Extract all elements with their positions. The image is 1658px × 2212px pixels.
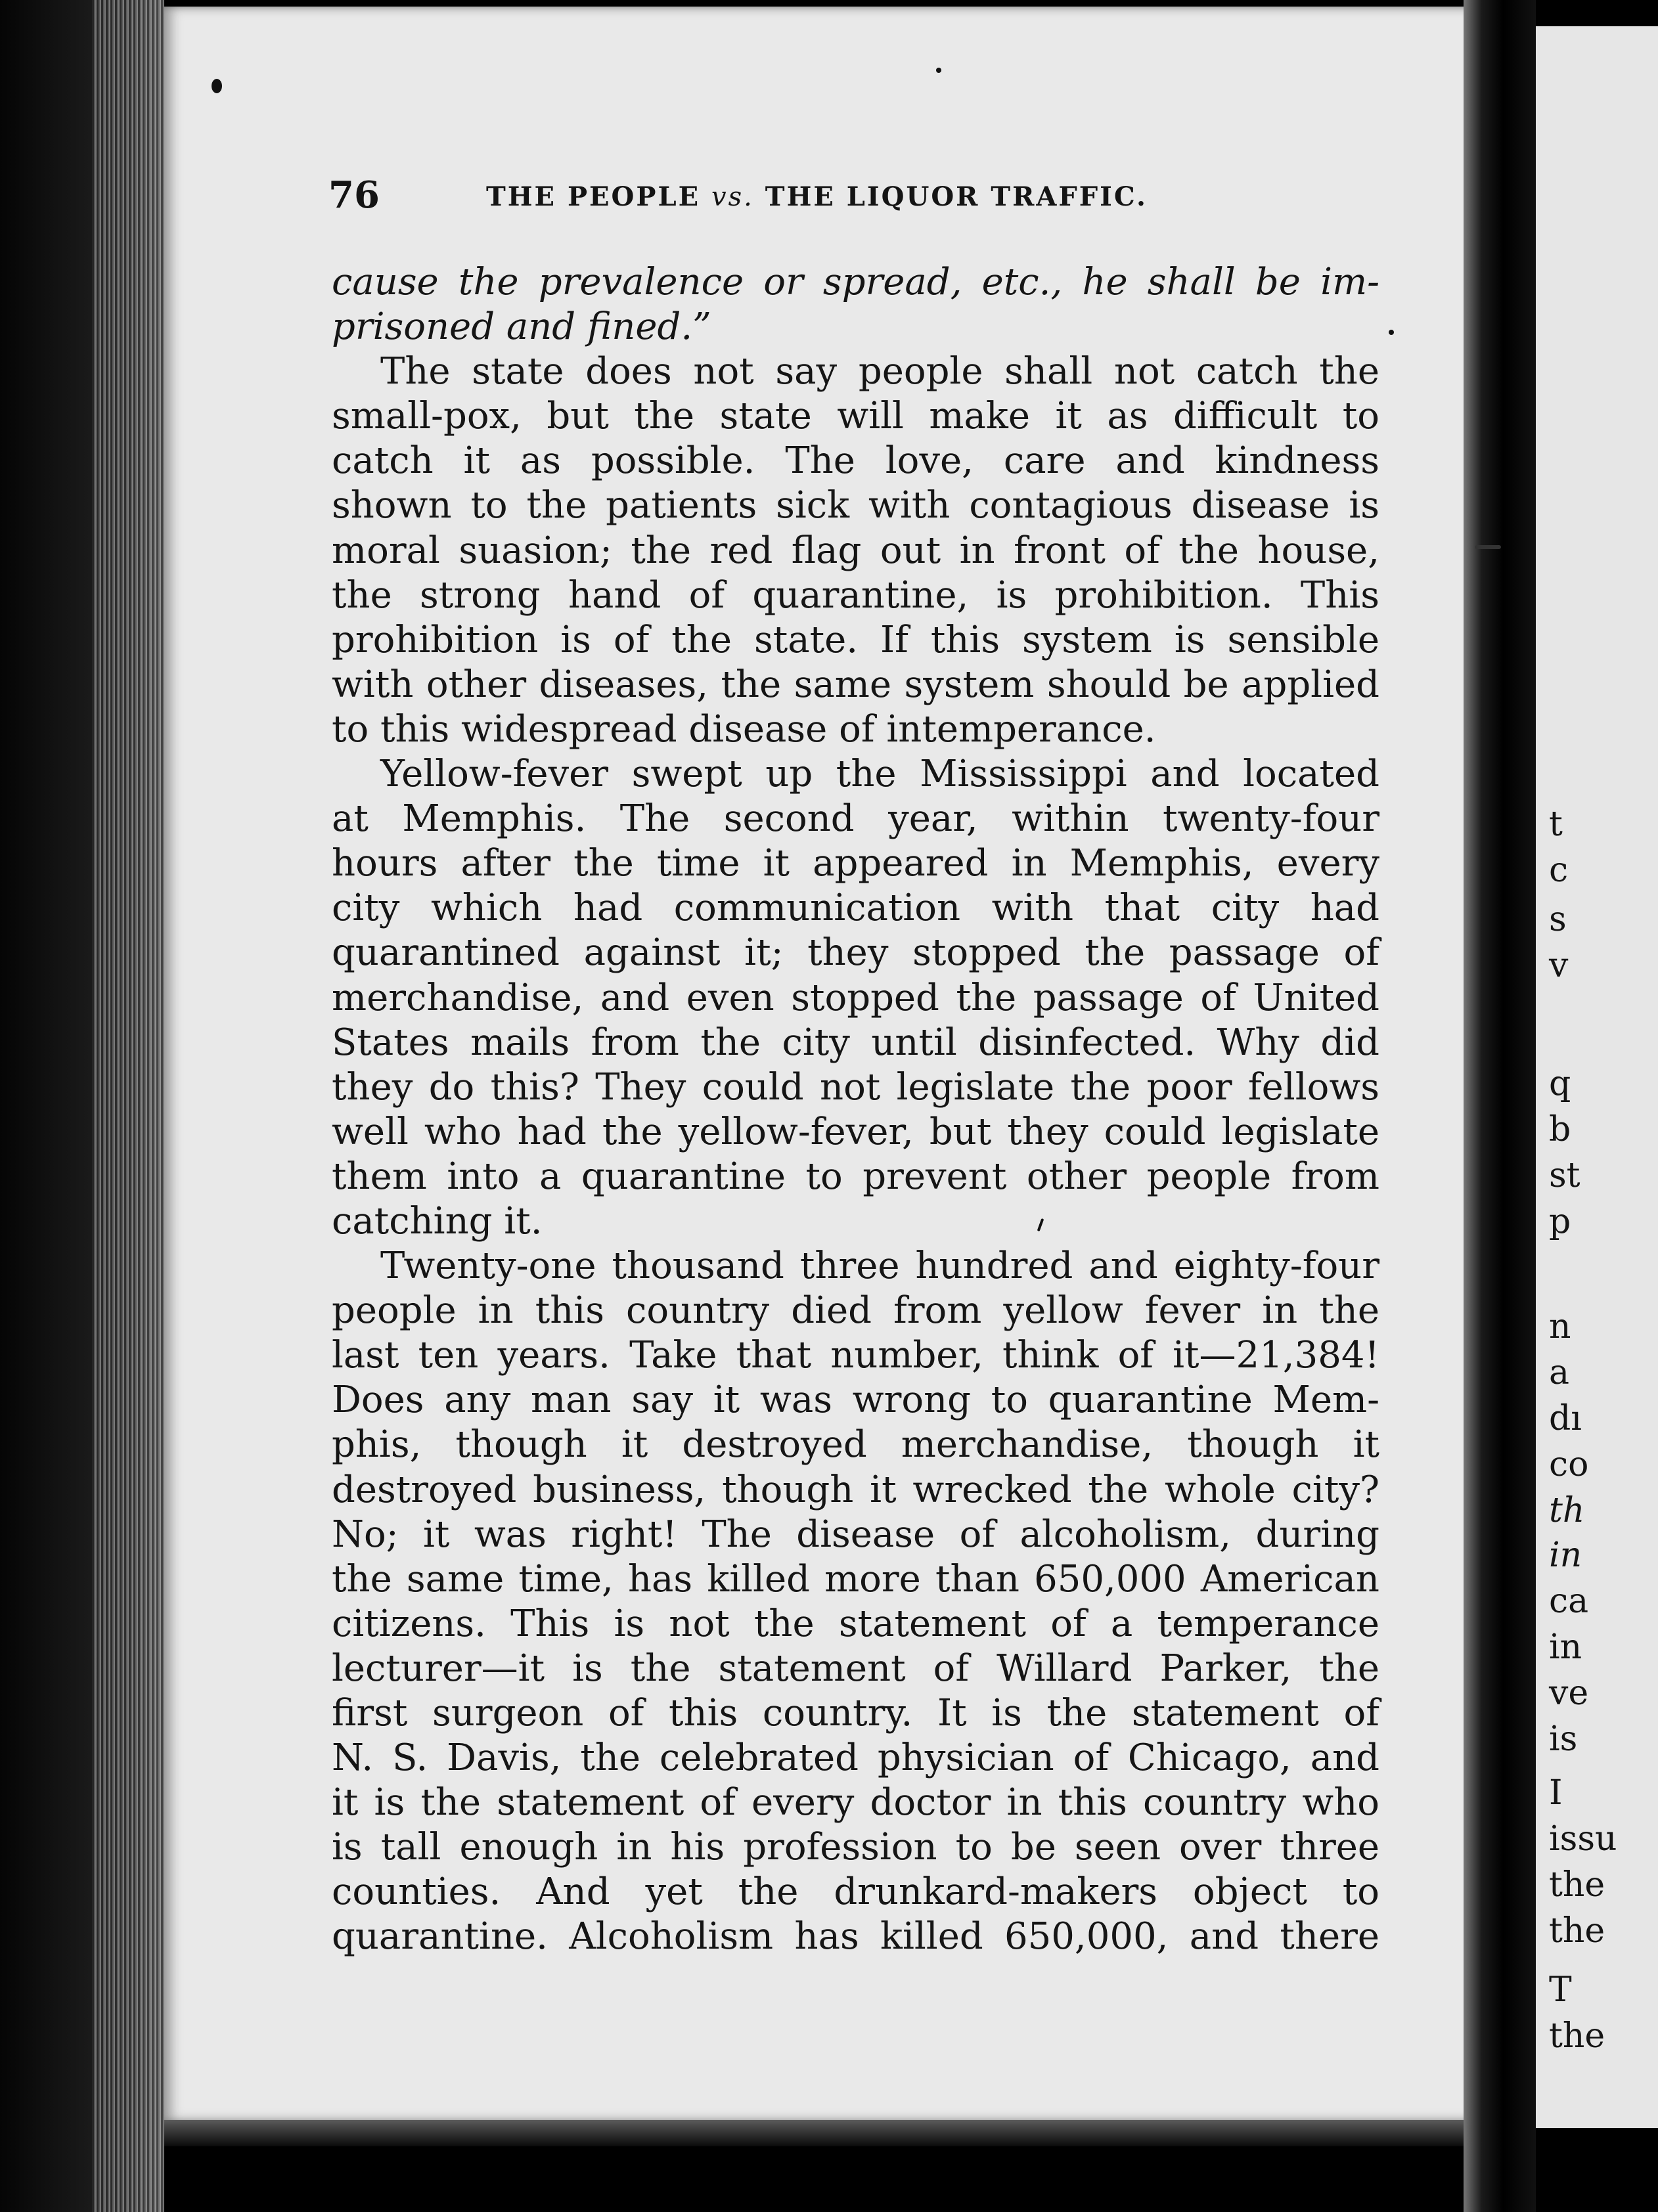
page-edges [92,0,164,2212]
text-line: city which had communication with that city had [332,887,1379,930]
book-binding [0,0,164,2212]
ink-speck [212,79,222,93]
facing-page-fragment: st [1549,1156,1580,1195]
text-line: the strong hand of quarantine, is prohibition. This [332,573,1379,617]
text-line: Does any man say it was wrong to quarantine Mem- [332,1379,1379,1422]
text-line: citizens. This is not the statement of a temperance [332,1602,1379,1645]
facing-page-fragment: n [1549,1307,1571,1346]
text-line: prohibition is of the state. If this system is sensible [332,618,1379,661]
text-line: prisoned and fined.” [332,305,711,349]
facing-page [1536,26,1658,2128]
text-line: The state does not say people shall not catch the [380,350,1379,393]
text-line: No; it was right! The disease of alcoholism, during [332,1513,1379,1556]
text-line: last ten years. Take that number, think of it—21,384! [332,1334,1379,1377]
text-line: them into a quarantine to prevent other people from [332,1155,1379,1198]
page-bottom-edge [164,2120,1524,2146]
text-line: shown to the patients sick with contagious disease is [332,484,1379,527]
facing-page-fragment: ve [1549,1673,1589,1713]
facing-page-fragment: co [1549,1445,1589,1484]
facing-page-fragment: is [1549,1719,1578,1759]
facing-page-fragment: p [1549,1202,1571,1241]
text-line: phis, though it destroyed merchandise, though it [332,1423,1379,1467]
body-text [332,260,1379,1960]
text-line: is tall enough in his profession to be seen over three [332,1826,1379,1869]
text-line: with other diseases, the same system should be applied [332,663,1379,706]
text-line: moral suasion; the red flag out in front of the house, [332,529,1379,572]
page-crease [1464,0,1536,2212]
text-line: N. S. Davis, the celebrated physician of Chicago, and [332,1736,1379,1780]
text-line: well who had the yellow-fever, but they could legislate [332,1110,1379,1153]
facing-page-fragment: q [1549,1064,1571,1103]
ink-speck [936,68,941,73]
facing-page-fragment: the [1549,1911,1605,1951]
ink-speck [1475,545,1501,549]
text-line: States mails from the city until disinfected. Why did [332,1021,1379,1064]
text-line: Yellow-fever swept up the Mississippi and located [380,753,1379,796]
facing-page-fragment: a [1549,1353,1570,1392]
running-title-vs: vs. [711,182,754,212]
ink-speck [1389,330,1394,335]
text-line: people in this country died from yellow fever in the [332,1289,1379,1333]
facing-page-fragment: the [1549,1865,1605,1905]
facing-page-fragment: I [1549,1773,1563,1813]
text-line: quarantined against it; they stopped the passage of [332,931,1379,975]
facing-page-fragment: t [1549,805,1563,844]
text-line: lecturer—it is the statement of Willard Parker, the [332,1647,1379,1690]
running-header [328,172,1209,218]
running-title-part2: THE LIQUOR TRAFFIC. [765,181,1148,212]
facing-page-fragment: b [1549,1110,1571,1149]
facing-page-fragment: c [1549,851,1569,890]
running-title-part1: THE PEOPLE [486,181,701,212]
facing-page-fragment: dı [1549,1399,1582,1438]
facing-page-fragment: in [1549,1536,1582,1575]
text-line: destroyed business, though it wrecked the whole city? [332,1468,1379,1511]
text-line: small-pox, but the state will make it as difficult to [332,395,1379,438]
text-line: the same time, has killed more than 650,000 American [332,1557,1379,1601]
facing-page-fragment: ca [1549,1582,1589,1621]
text-line: catching it. [332,1199,543,1243]
facing-page-fragment: issu [1549,1819,1617,1859]
text-line: at Memphis. The second year, within twenty-four [332,797,1379,841]
facing-page-fragment: s [1549,900,1567,939]
running-title [486,177,1148,217]
text-line: counties. And yet the drunkard-makers object to [332,1870,1379,1914]
text-line: merchandise, and even stopped the passage of United [332,976,1379,1019]
text-line: hours after the time it appeared in Memphis, every [332,842,1379,885]
text-line: it is the statement of every doctor in this country who [332,1781,1379,1825]
page-number: 76 [328,173,380,217]
facing-page-fragment: th [1549,1491,1585,1530]
facing-page-fragment: T [1549,1970,1572,2010]
facing-page-fragment: the [1549,2016,1605,2056]
text-line: first surgeon of this country. It is the statement of [332,1692,1379,1735]
text-line: they do this? They could not legislate the poor fellows [332,1065,1379,1109]
text-line: catch it as possible. The love, care and kindness [332,439,1379,483]
text-line: to this widespread disease of intemperance. [332,707,1156,751]
text-line: quarantine. Alcoholism has killed 650,000, and there [332,1915,1379,1958]
facing-page-fragment: v [1549,946,1569,985]
text-line: cause the prevalence or spread, etc., he shall be im- [332,261,1379,303]
text-line: Twenty-one thousand three hundred and eighty-four [380,1245,1379,1288]
facing-page-fragment: in [1549,1627,1582,1667]
